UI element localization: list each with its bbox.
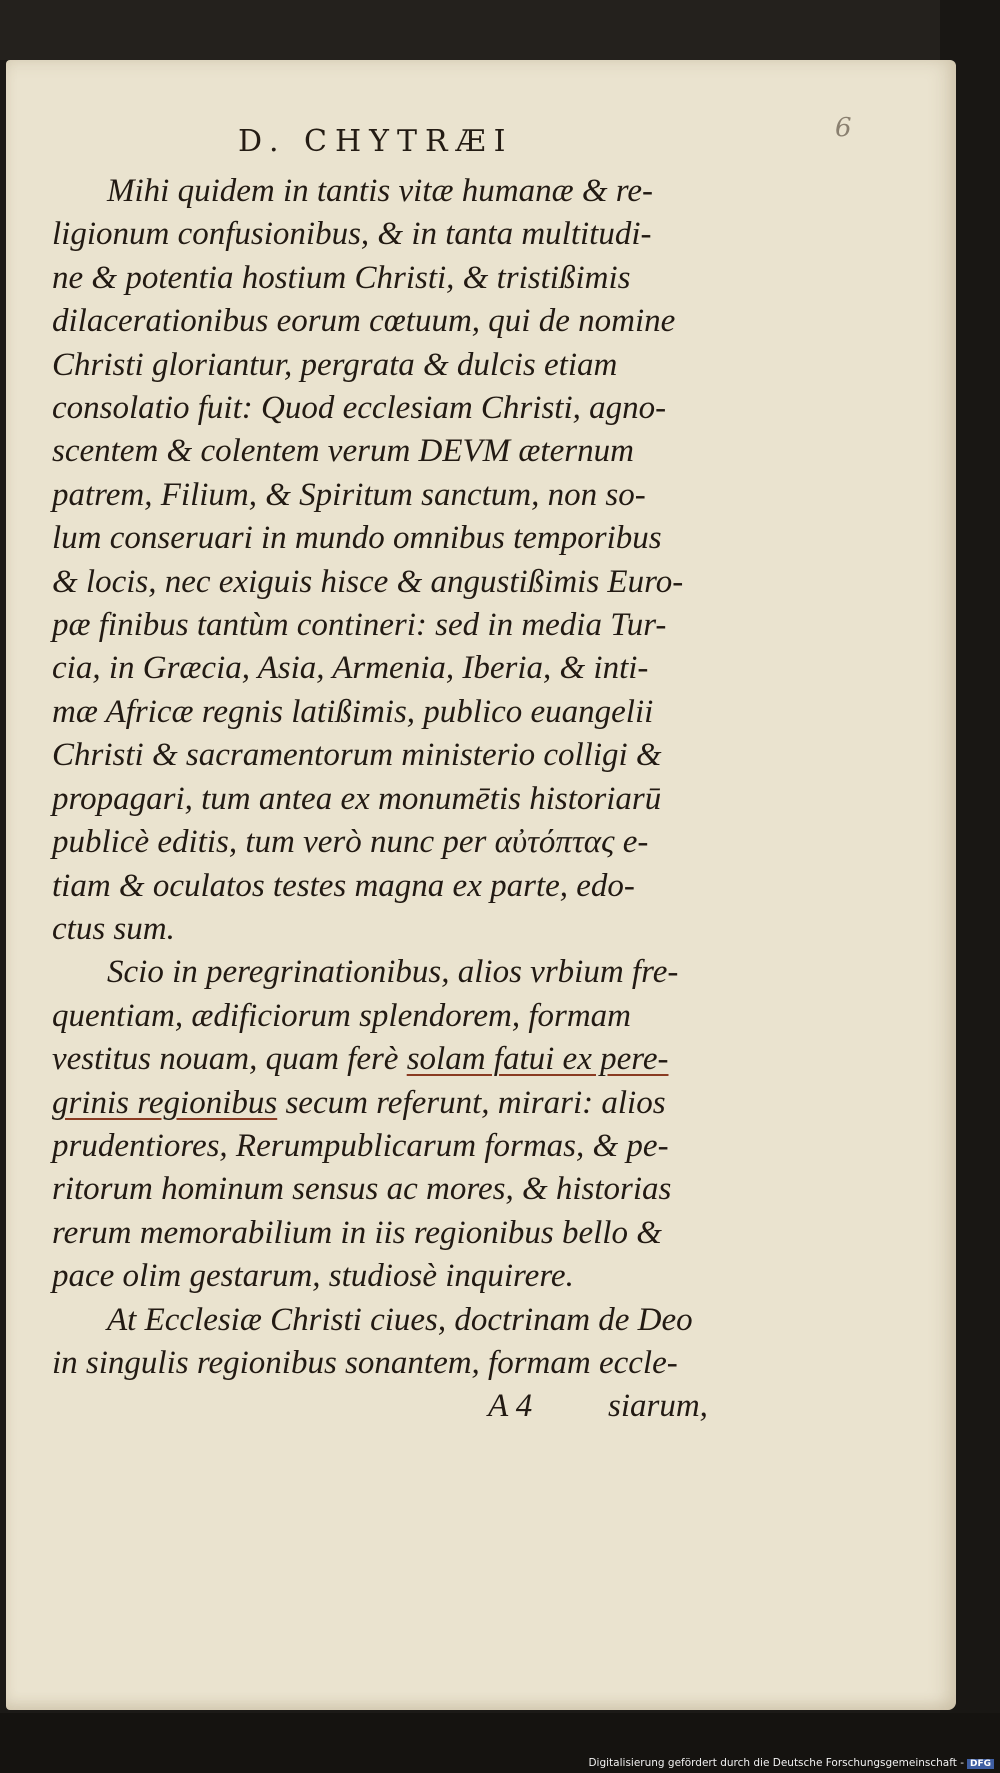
paragraph-2 [52,951,712,1298]
text-line: ritorum hominum sensus ac mores, & historias [52,1171,672,1208]
text-line: pæ finibus tantùm contineri: sed in media Tur- [52,607,667,644]
text-line: lum conseruari in mundo omnibus temporibus [52,520,662,557]
text-line: & locis, nec exiguis hisce & angustißimis Euro- [52,563,684,600]
signature-mark: A 4 [488,1388,533,1425]
text-line: scentem & colentem verum DEVM æternum [52,433,634,470]
page-footer [52,1385,712,1428]
text-line: At Ecclesiæ Christi ciues, doctrinam de Deo [107,1301,693,1338]
text-line: dilacerationibus eorum cœtuum, qui de nomine [52,303,676,340]
text-line [52,1082,712,1125]
dfg-logo: DFG [967,1759,994,1769]
catchword: siarum, [608,1388,708,1425]
credit-text: Digitalisierung gefördert durch die Deutsche Forschungsgemeinschaft - [588,1757,964,1769]
text-line: patrem, Filium, & Spiritum sanctum, non so- [52,476,646,513]
text-line: Mihi quidem in tantis vitæ humanæ & re- [107,173,653,209]
text-line: mæ Africæ regnis latißimis, publico euangelii [52,693,654,730]
text-line: consolatio fuit: Quod ecclesiam Christi, agno- [52,390,667,427]
underlined-text: solam fatui ex pere- [406,1041,669,1078]
underlined-text: grinis regionibus [52,1084,278,1121]
text-fragment: vestitus nouam, quam ferè [52,1041,407,1078]
paragraph-3 [52,1299,712,1386]
text-line: in singulis regionibus sonantem, formam eccle- [52,1344,678,1381]
text-line: ne & potentia hostium Christi, & tristißimis [52,259,631,296]
scan-background-top [0,0,1000,60]
text-line: Christi gloriantur, pergrata & dulcis etiam [52,346,618,383]
folio-number: 6 [835,113,852,143]
text-line: tiam & oculatos testes magna ex parte, edo- [52,867,635,904]
running-head: D. CHYTRÆI [238,124,514,159]
text-line: cia, in Græcia, Asia, Armenia, Iberia, & inti- [52,650,649,687]
text-line: quentiam, ædificiorum splendorem, formam [52,997,631,1034]
paragraph-1 [52,170,712,951]
digitization-credit [588,1757,994,1769]
text-fragment: secum referunt, mirari: alios [277,1084,666,1121]
text-line: prudentiores, Rerumpublicarum formas, & pe- [52,1127,669,1164]
body-text [52,170,712,1429]
text-line: publicè editis, tum verò nunc per αὐτόπτας e- [52,824,649,861]
text-line: pace olim gestarum, studiosè inquirere. [52,1258,574,1295]
text-line: ctus sum. [52,910,175,947]
text-line: ligionum confusionibus, & in tanta multitudi- [52,216,652,253]
text-line: Scio in peregrinationibus, alios vrbium fre- [107,954,679,991]
text-line: propagari, tum antea ex monumētis historiarū [52,780,662,817]
text-line: rerum memorabilium in iis regionibus bello & [52,1214,662,1251]
text-line: Christi & sacramentorum ministerio colligi & [52,737,662,774]
text-line [52,1038,712,1081]
